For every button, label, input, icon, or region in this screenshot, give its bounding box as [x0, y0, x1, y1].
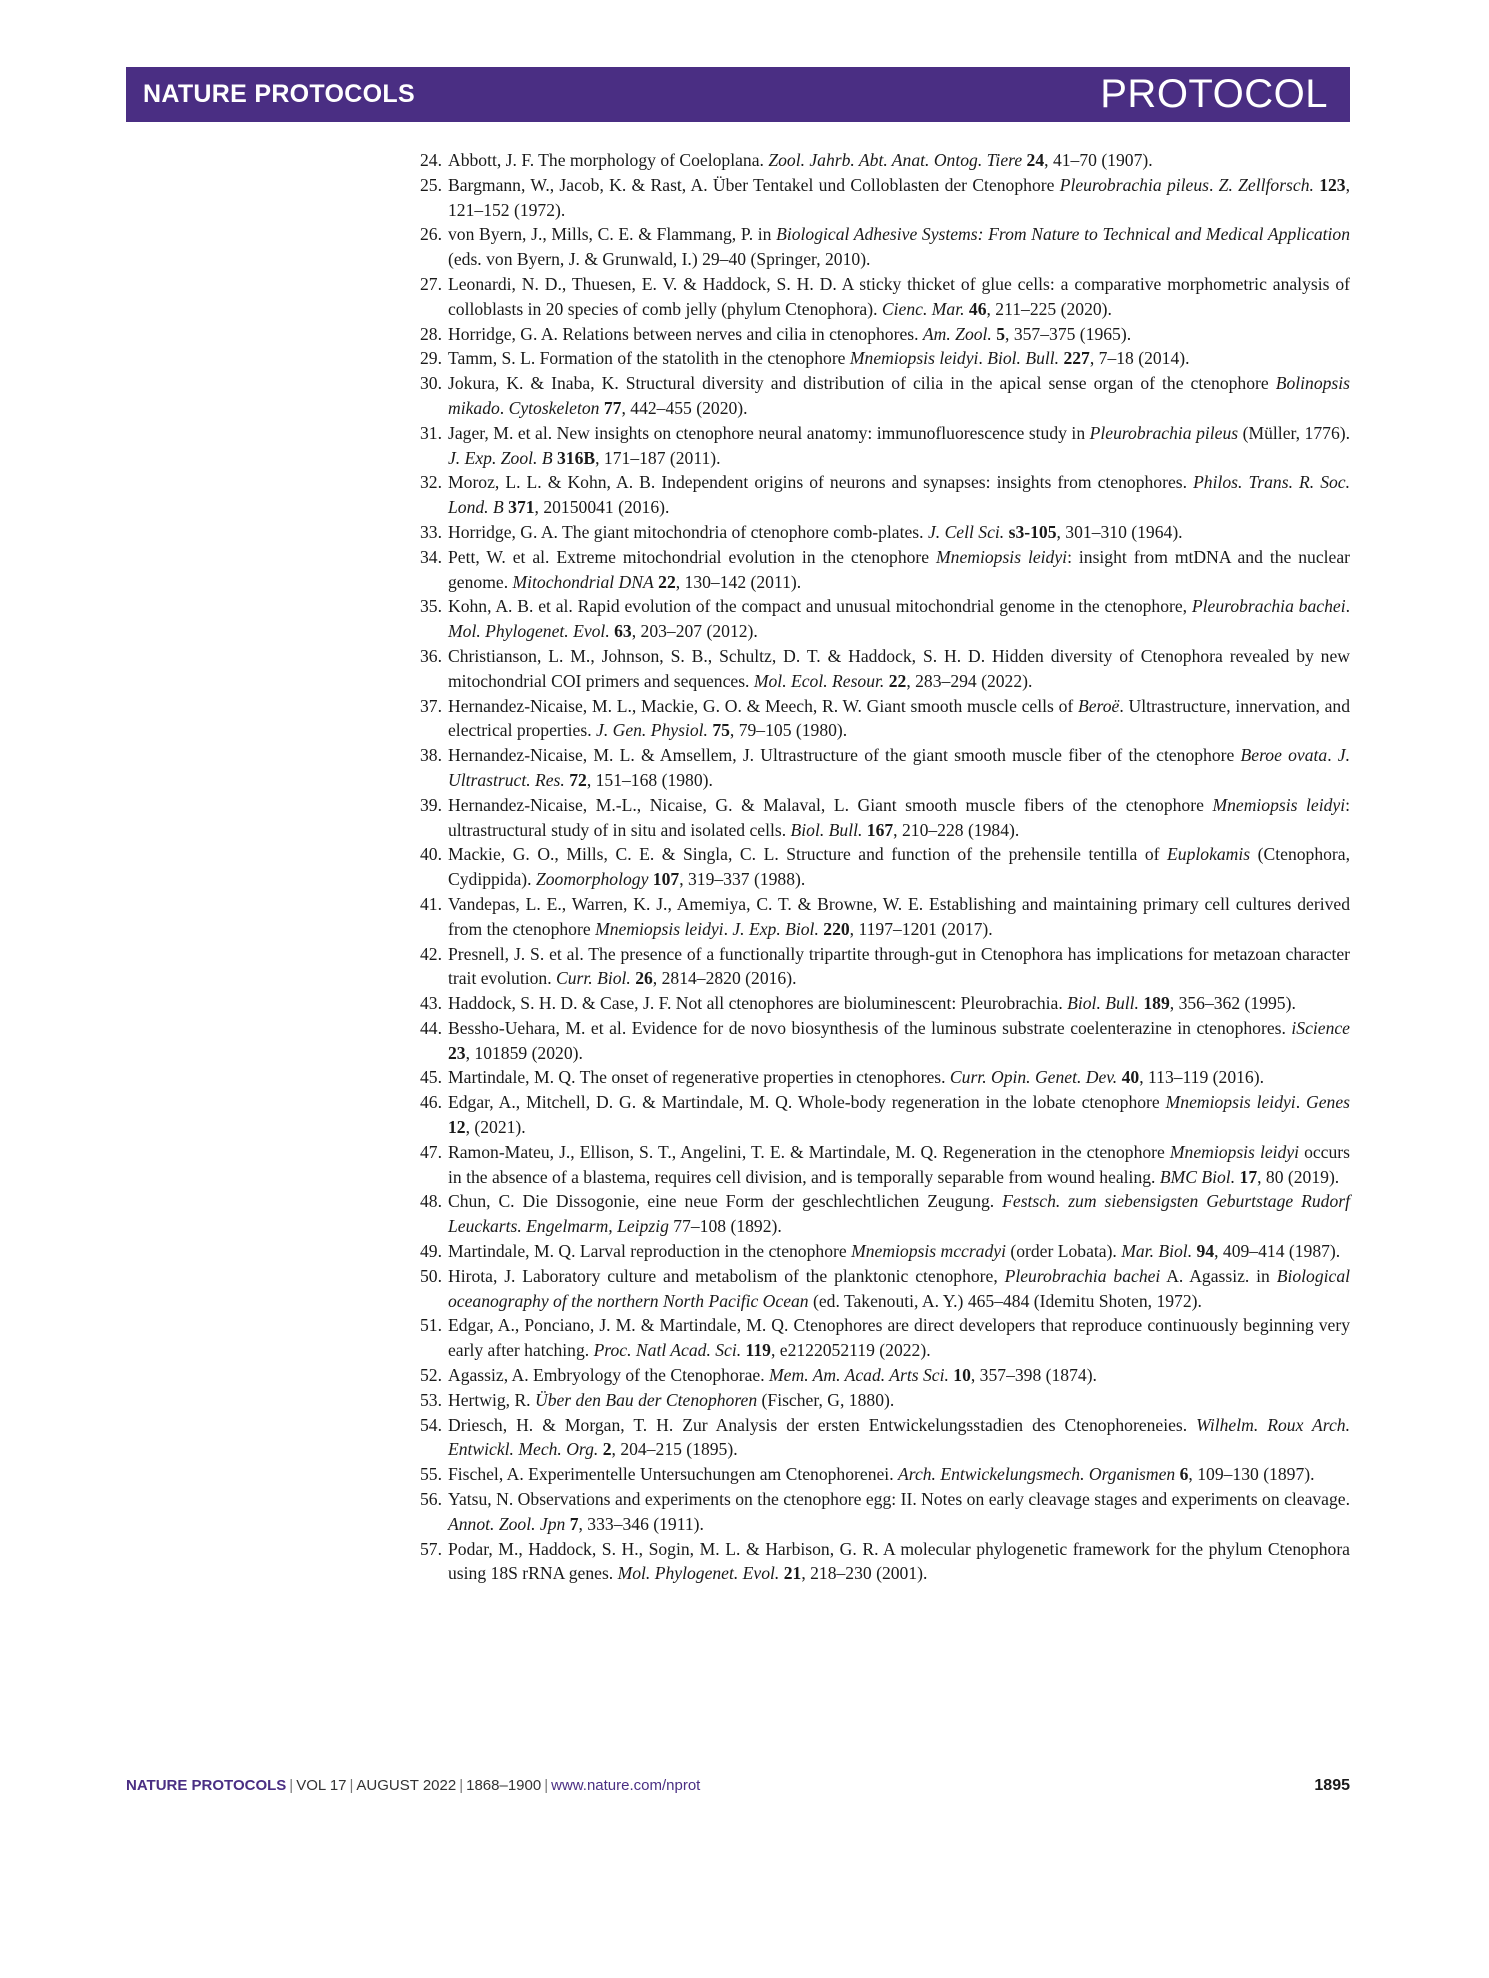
reference-text: : ultrastructural study of in situ and isolated cells.: [448, 794, 1350, 840]
reference-number: 50.: [420, 1265, 442, 1286]
reference-item: [410, 1016, 1350, 1066]
reference-volume: 220: [823, 918, 850, 939]
reference-italic-text: Wilhelm. Roux Arch. Entwickl. Mech. Org.: [448, 1414, 1350, 1460]
footer-separator: |: [459, 1777, 464, 1794]
reference-item: [410, 1140, 1350, 1190]
reference-text: , 171–187 (2011).: [595, 447, 721, 468]
reference-text: Christianson, L. M., Johnson, S. B., Schultz, D. T. & Haddock, S. H. D. Hidden diversity of Ctenophora revealed by new mitochondrial COI primers and sequences.: [448, 645, 1350, 691]
reference-item: [410, 148, 1350, 173]
footer-journal: NATURE PROTOCOLS: [126, 1777, 287, 1794]
reference-text: , 319–337 (1988).: [679, 869, 806, 890]
reference-text: Podar, M., Haddock, S. H., Sogin, M. L. & Harbison, G. R. A molecular phylogenetic framework for the phylum Ctenophora using 18S rRNA genes.: [448, 1538, 1350, 1584]
reference-italic-text: Biol. Bull.: [987, 348, 1060, 369]
reference-italic-text: Mnemiopsis mccradyi: [851, 1241, 1006, 1262]
reference-text: , 109–130 (1897).: [1188, 1464, 1315, 1485]
reference-italic-text: iScience: [1291, 1017, 1350, 1038]
reference-item: [410, 1264, 1350, 1314]
reference-text: Bargmann, W., Jacob, K. & Rast, A. Über Tentakel und Colloblasten der Ctenophore: [448, 174, 1060, 195]
reference-italic-text: BMC Biol.: [1159, 1166, 1236, 1187]
reference-text: Leonardi, N. D., Thuesen, E. V. & Haddock, S. H. D. A sticky thicket of glue cells: a comparative morphometric analysis of colloblasts in 20 species of comb jelly (phylum Ctenophora).: [448, 273, 1350, 319]
reference-italic-text: Cienc. Mar.: [881, 298, 965, 319]
reference-text: Hertwig, R.: [448, 1389, 535, 1410]
footer-separator: |: [289, 1777, 294, 1794]
reference-text: Vandepas, L. E., Warren, K. J., Amemiya, C. T. & Browne, W. E. Establishing and maintaining primary cell cultures derived from the ctenophore: [448, 893, 1350, 939]
reference-text: , 357–398 (1874).: [970, 1365, 1097, 1386]
reference-number: 30.: [420, 373, 442, 394]
reference-text: (order Lobata).: [1005, 1241, 1122, 1262]
reference-italic-text: Proc. Natl Acad. Sci.: [593, 1340, 742, 1361]
reference-volume: 107: [652, 869, 680, 890]
reference-item: [410, 842, 1350, 892]
reference-text: , 7–18 (2014).: [1089, 348, 1190, 369]
reference-text: .: [1208, 174, 1219, 195]
reference-item: [410, 1189, 1350, 1239]
reference-text: , 2814–2820 (2016).: [652, 968, 797, 989]
reference-italic-text: Mnemiopsis leidyi: [1165, 1092, 1296, 1113]
reference-text: Moroz, L. L. & Kohn, A. B. Independent origins of neurons and synapses: insights from ctenophores.: [448, 472, 1194, 493]
reference-volume: 46: [968, 298, 987, 319]
reference-item: [410, 942, 1350, 992]
reference-text: , 357–375 (1965).: [1005, 323, 1132, 344]
reference-italic-text: Arch. Entwickelungsmech. Organismen: [898, 1464, 1176, 1485]
reference-italic-text: Genes: [1306, 1092, 1350, 1113]
reference-text: (Ctenophora, Cydippida).: [448, 844, 1351, 890]
reference-italic-text: Mem. Am. Acad. Arts Sci.: [769, 1365, 949, 1386]
reference-number: 49.: [420, 1241, 442, 1262]
reference-text: Tamm, S. L. Formation of the statolith in the ctenophore: [448, 348, 850, 369]
reference-text: , 41–70 (1907).: [1044, 150, 1153, 170]
reference-text: , 101859 (2020).: [465, 1042, 583, 1063]
footer-volume: VOL 17: [296, 1777, 347, 1794]
reference-text: Agassiz, A. Embryology of the Ctenophorae.: [448, 1365, 770, 1386]
reference-italic-text: Mnemiopsis leidyi: [595, 918, 724, 939]
reference-volume: 2: [602, 1439, 612, 1460]
reference-volume: 24: [1026, 150, 1045, 170]
reference-number: 47.: [420, 1141, 442, 1162]
reference-italic-text: Beroe ovata: [1240, 745, 1328, 766]
reference-text: , 1197–1201 (2017).: [849, 918, 993, 939]
reference-volume: s3-105: [1008, 521, 1057, 542]
reference-number: 44.: [420, 1017, 442, 1038]
reference-number: 38.: [420, 745, 442, 766]
reference-text: . Ultrastructure, innervation, and electrical properties.: [448, 695, 1350, 741]
reference-number: 29.: [420, 348, 442, 369]
page-number: 1895: [1314, 1777, 1350, 1794]
reference-text: Haddock, S. H. D. & Case, J. F. Not all ctenophores are bioluminescent: Pleurobrachia.: [448, 993, 1068, 1014]
reference-item: [410, 470, 1350, 520]
reference-italic-text: Über den Bau der Ctenophoren: [534, 1389, 758, 1410]
reference-item: [410, 322, 1350, 347]
reference-item: [410, 1313, 1350, 1363]
reference-italic-text: J. Exp. Zool. B: [448, 447, 553, 468]
reference-italic-text: Philos. Trans. R. Soc. Lond. B: [448, 472, 1350, 518]
reference-item: [410, 272, 1350, 322]
footer-date: AUGUST 2022: [356, 1777, 457, 1794]
reference-text: Fischel, A. Experimentelle Untersuchungen am Ctenophorenei.: [448, 1464, 898, 1485]
reference-text: , 203–207 (2012).: [631, 621, 758, 642]
reference-text: , 218–230 (2001).: [801, 1563, 928, 1584]
reference-italic-text: Pleurobrachia pileus: [1089, 422, 1239, 443]
reference-italic-text: Bolinopsis mikado: [448, 373, 1350, 418]
reference-number: 45.: [420, 1067, 442, 1088]
reference-text: , 283–294 (2022).: [906, 670, 1033, 691]
reference-text: Horridge, G. A. Relations between nerves and cilia in ctenophores.: [448, 323, 923, 344]
page-footer: [126, 1777, 1350, 1794]
reference-text: Hernandez-Nicaise, M. L. & Amsellem, J. Ultrastructure of the giant smooth muscle fiber of the ctenophore: [448, 745, 1241, 766]
reference-volume: 316B: [556, 447, 596, 468]
reference-volume: 17: [1239, 1166, 1258, 1187]
reference-volume: 6: [1179, 1464, 1189, 1485]
reference-italic-text: Zool. Jahrb. Abt. Anat. Ontog. Tiere: [768, 150, 1023, 170]
reference-item: [410, 1462, 1350, 1487]
reference-volume: 167: [866, 819, 894, 840]
reference-number: 26.: [420, 224, 442, 245]
reference-item: [410, 1388, 1350, 1413]
reference-text: Chun, C. Die Dissogonie, eine neue Form der geschlechtlichen Zeugung.: [448, 1191, 1003, 1212]
reference-text: .: [1327, 745, 1338, 766]
reference-item: [410, 346, 1350, 371]
reference-text: Jager, M. et al. New insights on ctenophore neural anatomy: immunofluorescence study in: [448, 422, 1090, 443]
reference-italic-text: Z. Zellforsch.: [1218, 174, 1314, 195]
reference-item: [410, 545, 1350, 595]
journal-name: NATURE PROTOCOLS: [143, 80, 415, 108]
reference-item: [410, 793, 1350, 843]
reference-item: [410, 644, 1350, 694]
reference-volume: 21: [783, 1563, 802, 1584]
reference-item: [410, 1239, 1350, 1264]
reference-volume: 22: [888, 670, 907, 691]
reference-volume: 371: [508, 497, 535, 518]
reference-item: [410, 371, 1350, 421]
reference-number: 51.: [420, 1315, 442, 1336]
reference-text: occurs in the absence of a blastema, requires cell division, and is temporally separable from wound healing.: [448, 1141, 1350, 1187]
reference-italic-text: Am. Zool.: [922, 323, 992, 344]
article-type: PROTOCOL: [1100, 72, 1328, 116]
footer-pages: 1868–1900: [466, 1777, 542, 1794]
reference-item: [410, 1065, 1350, 1090]
reference-text: , 442–455 (2020).: [621, 397, 748, 418]
reference-italic-text: Zoomorphology: [535, 869, 649, 890]
reference-item: [410, 1363, 1350, 1388]
reference-number: 40.: [420, 844, 442, 865]
reference-text: Hernandez-Nicaise, M.-L., Nicaise, G. & Malaval, L. Giant smooth muscle fibers of the ctenophore: [448, 794, 1213, 815]
reference-text: , 356–362 (1995).: [1169, 993, 1296, 1014]
reference-text: , 130–142 (2011).: [675, 571, 802, 592]
reference-item: [410, 594, 1350, 644]
reference-text: Presnell, J. S. et al. The presence of a functionally tripartite through-gut in Ctenophora has implications for metazoan character trait evolution.: [448, 943, 1350, 989]
reference-text: , 301–310 (1964).: [1056, 521, 1183, 542]
reference-italic-text: Festsch. zum siebensigsten Geburtstage Rudorf Leuckarts. Engelmarm, Leipzig: [448, 1191, 1350, 1237]
reference-italic-text: Mnemiopsis leidyi: [1212, 794, 1346, 815]
reference-text: , 113–119 (2016).: [1139, 1067, 1264, 1088]
reference-item: [410, 421, 1350, 471]
reference-italic-text: Pleurobrachia bachei: [1191, 596, 1346, 617]
reference-number: 39.: [420, 794, 442, 815]
reference-text: Bessho-Uehara, M. et al. Evidence for de novo biosynthesis of the luminous substrate coelenterazine in ctenophores.: [448, 1017, 1292, 1038]
reference-number: 31.: [420, 422, 442, 443]
reference-italic-text: Cytoskeleton: [508, 397, 600, 418]
reference-volume: 123: [1319, 174, 1346, 195]
reference-text: , 80 (2019).: [1257, 1166, 1340, 1187]
reference-text: .: [723, 918, 733, 939]
reference-item: [410, 892, 1350, 942]
reference-number: 28.: [420, 323, 442, 344]
reference-item: [410, 1487, 1350, 1537]
reference-number: 34.: [420, 546, 442, 567]
reference-text: Pett, W. et al. Extreme mitochondrial evolution in the ctenophore: [448, 546, 937, 567]
reference-item: [410, 520, 1350, 545]
reference-number: 42.: [420, 943, 442, 964]
reference-number: 41.: [420, 893, 442, 914]
reference-volume: 5: [996, 323, 1006, 344]
reference-number: 56.: [420, 1489, 442, 1510]
reference-italic-text: Euplokamis: [1167, 844, 1251, 865]
reference-text: , 333–346 (1911).: [578, 1513, 704, 1534]
footer-separator: |: [544, 1777, 549, 1794]
reference-italic-text: Mnemiopsis leidyi: [936, 546, 1068, 567]
reference-italic-text: J. Cell Sci.: [927, 521, 1005, 542]
reference-volume: 12: [448, 1117, 466, 1138]
reference-italic-text: Biological oceanography of the northern North Pacific Ocean: [448, 1265, 1350, 1311]
reference-item: [410, 743, 1350, 793]
reference-text: , 151–168 (1980).: [586, 769, 713, 790]
reference-text: (Müller, 1776).: [1238, 422, 1351, 443]
reference-text: (Fischer, G, 1880).: [757, 1389, 895, 1410]
reference-volume: 26: [635, 968, 653, 989]
reference-italic-text: J. Gen. Physiol.: [596, 720, 708, 741]
reference-text: Kohn, A. B. et al. Rapid evolution of the compact and unusual mitochondrial genome in the ctenophore,: [448, 596, 1192, 617]
reference-text: 77–108 (1892).: [668, 1216, 782, 1237]
reference-italic-text: Mitochondrial DNA: [512, 571, 654, 592]
reference-italic-text: Beroë: [1078, 695, 1120, 716]
reference-text: Edgar, A., Ponciano, J. M. & Martindale, M. Q. Ctenophores are direct developers that reproduce continuously beginning very early after hatching.: [448, 1315, 1350, 1361]
reference-number: 46.: [420, 1092, 442, 1113]
reference-text: , 204–215 (1895).: [611, 1439, 738, 1460]
reference-item: [410, 1413, 1350, 1463]
reference-volume: 40: [1121, 1067, 1140, 1088]
reference-text: , e2122052119 (2022).: [770, 1340, 931, 1361]
reference-text: , 211–225 (2020).: [986, 298, 1112, 319]
reference-text: Horridge, G. A. The giant mitochondria of ctenophore comb-plates.: [448, 521, 928, 542]
reference-volume: 94: [1196, 1241, 1215, 1262]
reference-number: 48.: [420, 1191, 442, 1212]
reference-number: 53.: [420, 1389, 442, 1410]
reference-item: [410, 1090, 1350, 1140]
reference-volume: 63: [614, 621, 632, 642]
reference-item: [410, 694, 1350, 744]
reference-item: [410, 173, 1350, 223]
reference-volume: 22: [658, 571, 676, 592]
reference-text: von Byern, J., Mills, C. E. & Flammang, P. in: [448, 224, 777, 245]
reference-italic-text: Biol. Bull.: [1067, 993, 1139, 1014]
reference-text: Ramon-Mateu, J., Ellison, S. T., Angelini, T. E. & Martindale, M. Q. Regeneration in the ctenophore: [448, 1141, 1170, 1162]
reference-italic-text: Biological Adhesive Systems: From Nature to Technical and Medical Application: [776, 224, 1350, 245]
reference-volume: 7: [569, 1513, 579, 1534]
reference-italic-text: Mnemiopsis leidyi: [1169, 1141, 1300, 1162]
reference-item: [410, 991, 1350, 1016]
reference-text: , 121–152 (1972).: [448, 174, 1350, 220]
reference-italic-text: Mol. Phylogenet. Evol.: [448, 621, 610, 642]
reference-list: [410, 148, 1350, 1586]
reference-text: : insight from mtDNA and the nuclear genome.: [448, 546, 1351, 592]
reference-number: 27.: [420, 273, 442, 294]
reference-text: Hirota, J. Laboratory culture and metabolism of the planktonic ctenophore,: [448, 1265, 1005, 1286]
reference-number: 37.: [420, 695, 442, 716]
reference-number: 55.: [420, 1464, 442, 1485]
reference-italic-text: Pleurobrachia bachei: [1004, 1265, 1161, 1286]
reference-italic-text: Biol. Bull.: [790, 819, 863, 840]
reference-volume: 10: [953, 1365, 971, 1386]
reference-volume: 23: [448, 1042, 466, 1063]
reference-text: Edgar, A., Mitchell, D. G. & Martindale, M. Q. Whole-body regeneration in the lobate ctenophore: [448, 1092, 1166, 1113]
reference-italic-text: Curr. Biol.: [556, 968, 631, 989]
reference-text: Jokura, K. & Inaba, K. Structural diversity and distribution of cilia in the apical sense organ of the ctenophore: [448, 373, 1276, 394]
reference-text: .: [1345, 596, 1350, 617]
reference-volume: 119: [745, 1340, 771, 1361]
reference-number: 52.: [420, 1365, 442, 1386]
reference-italic-text: Mol. Ecol. Resour.: [753, 670, 885, 691]
reference-number: 33.: [420, 521, 442, 542]
reference-number: 43.: [420, 993, 442, 1014]
reference-text: .: [1295, 1092, 1307, 1113]
reference-italic-text: Annot. Zool. Jpn: [448, 1513, 566, 1534]
reference-item: [410, 222, 1350, 272]
reference-text: (ed. Takenouti, A. Y.) 465–484 (Idemitu Shoten, 1972).: [808, 1290, 1202, 1311]
reference-text: .: [978, 348, 988, 369]
reference-text: Yatsu, N. Observations and experiments on the ctenophore egg: II. Notes on early cleavage stages and experiments on cleavage.: [448, 1489, 1350, 1510]
reference-text: Martindale, M. Q. The onset of regenerative properties in ctenophores.: [448, 1067, 950, 1088]
footer-separator: |: [349, 1777, 354, 1794]
reference-italic-text: Mnemiopsis leidyi: [849, 348, 979, 369]
reference-text: , 409–414 (1987).: [1214, 1241, 1341, 1262]
journal-header-bar: [126, 67, 1350, 122]
reference-volume: 227: [1063, 348, 1090, 369]
reference-volume: 72: [569, 769, 587, 790]
reference-text: Hernandez-Nicaise, M. L., Mackie, G. O. & Meech, R. W. Giant smooth muscle cells of: [448, 695, 1078, 716]
reference-text: , (2021).: [465, 1117, 526, 1138]
reference-number: 32.: [420, 472, 442, 493]
reference-italic-text: Curr. Opin. Genet. Dev.: [949, 1067, 1118, 1088]
reference-text: , 210–228 (1984).: [893, 819, 1020, 840]
reference-volume: 189: [1143, 993, 1170, 1014]
reference-italic-text: Pleurobrachia pileus: [1059, 174, 1209, 195]
reference-italic-text: Mol. Phylogenet. Evol.: [617, 1563, 780, 1584]
reference-number: 35.: [420, 596, 442, 617]
reference-number: 25.: [420, 174, 442, 195]
reference-italic-text: Mar. Biol.: [1121, 1241, 1193, 1262]
reference-number: 54.: [420, 1414, 442, 1435]
reference-text: .: [499, 397, 509, 418]
reference-text: Martindale, M. Q. Larval reproduction in the ctenophore: [448, 1241, 852, 1262]
reference-number: 57.: [420, 1538, 442, 1559]
reference-text: Abbott, J. F. The morphology of Coeloplana.: [448, 150, 769, 170]
reference-item: [410, 1537, 1350, 1587]
reference-italic-text: J. Exp. Biol.: [732, 918, 819, 939]
reference-text: Driesch, H. & Morgan, T. H. Zur Analysis der ersten Entwickelungsstadien des Ctenophoreneies.: [448, 1414, 1197, 1435]
reference-text: (eds. von Byern, J. & Grunwald, I.) 29–40 (Springer, 2010).: [448, 249, 871, 270]
reference-text: , 79–105 (1980).: [729, 720, 848, 741]
reference-number: 24.: [420, 150, 442, 170]
reference-volume: 75: [712, 720, 730, 741]
reference-volume: 77: [603, 397, 622, 418]
reference-text: Mackie, G. O., Mills, C. E. & Singla, C. L. Structure and function of the prehensile tentilla of: [448, 844, 1168, 865]
reference-italic-text: J. Ultrastruct. Res.: [448, 745, 1351, 790]
reference-text: , 20150041 (2016).: [534, 497, 670, 518]
journal-url-link[interactable]: www.nature.com/nprot: [551, 1777, 701, 1794]
reference-number: 36.: [420, 645, 442, 666]
reference-text: A. Agassiz. in: [1160, 1265, 1277, 1286]
